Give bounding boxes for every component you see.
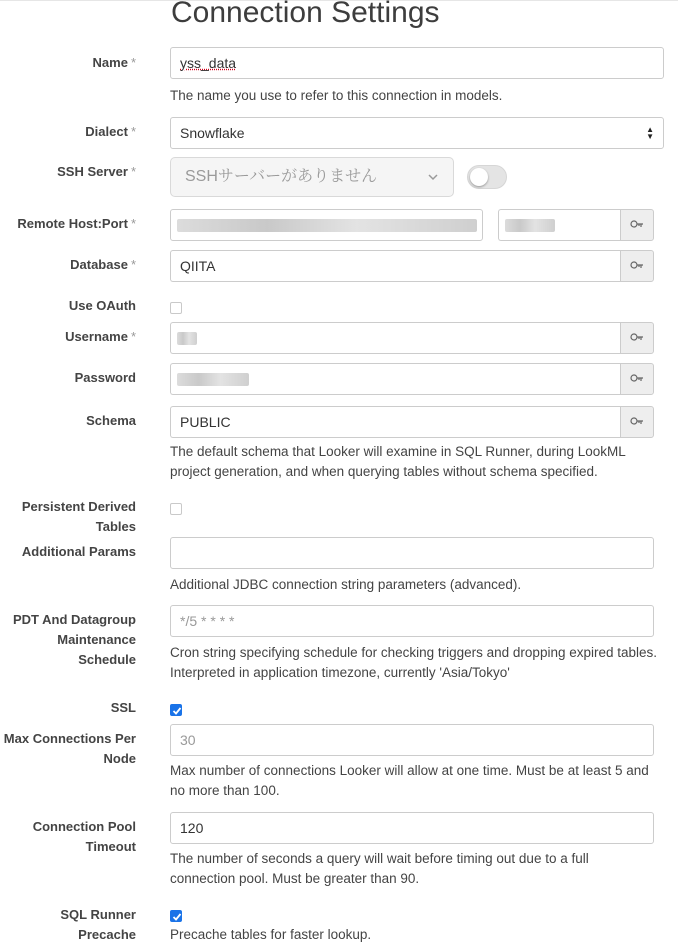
page-title: Connection Settings [171, 0, 440, 29]
use-oauth-checkbox[interactable] [170, 302, 182, 314]
checkmark-icon [172, 912, 182, 922]
additional-params-help: Additional JDBC connection string parameters (advanced). [170, 577, 522, 592]
name-help: The name you use to refer to this connection in models. [170, 88, 503, 103]
username-key-button[interactable] [620, 322, 654, 354]
redacted-password [177, 373, 249, 386]
dialect-label: Dialect * [85, 124, 136, 139]
name-input[interactable]: yss_data [170, 47, 664, 79]
remote-host-key-button[interactable] [620, 209, 654, 241]
password-label: Password [74, 370, 136, 385]
username-group [170, 322, 654, 354]
database-label: Database * [70, 257, 136, 272]
remote-port-group [498, 209, 654, 241]
ssl-label: SSL [110, 700, 136, 715]
key-icon [630, 415, 644, 429]
username-input[interactable] [170, 322, 620, 354]
pdt-schedule-help: Cron string specifying schedule for checking triggers and dropping expired tables. Interpreted in application timezone, currently 'Asia/Tokyo' [170, 645, 658, 680]
key-icon [630, 259, 644, 273]
pool-timeout-help: The number of seconds a query will wait before timing out due to a full connection pool. Must be greater than 90. [170, 851, 589, 886]
ssh-server-label: SSH Server * [57, 164, 136, 179]
sql-runner-precache-help: Precache tables for faster lookup. [170, 927, 372, 942]
remote-host-label: Remote Host:Port * [17, 216, 136, 231]
pdt-checkbox[interactable] [170, 503, 182, 515]
max-connections-input[interactable]: 30 [170, 724, 654, 756]
database-key-button[interactable] [620, 250, 654, 282]
pdt-schedule-input[interactable]: */5 * * * * [170, 605, 654, 637]
database-group [170, 250, 654, 282]
pdt-label: Persistent Derived Tables [21, 499, 136, 534]
sql-runner-precache-label: SQL Runner Precache [60, 907, 136, 942]
select-arrows-icon: ▲ ▼ [646, 125, 654, 141]
username-label: Username * [65, 329, 136, 344]
pdt-schedule-label: PDT And Datagroup Maintenance Schedule [12, 612, 136, 667]
database-input[interactable]: QIITA [170, 250, 620, 282]
remote-port-input[interactable] [498, 209, 620, 241]
schema-key-button[interactable] [620, 406, 654, 438]
name-label: Name * [92, 55, 136, 70]
checkmark-icon [172, 706, 182, 716]
ssl-checkbox[interactable] [170, 704, 182, 716]
remote-host-input[interactable] [170, 209, 483, 241]
pool-timeout-label: Connection Pool Timeout [32, 819, 136, 854]
additional-params-input[interactable] [170, 537, 654, 569]
chevron-down-icon [427, 171, 439, 183]
schema-group [170, 406, 654, 438]
key-icon [630, 372, 644, 386]
key-icon [630, 331, 644, 345]
remote-host-group [170, 209, 483, 241]
schema-label: Schema [86, 413, 136, 428]
pool-timeout-input[interactable]: 120 [170, 812, 654, 844]
additional-params-label: Additional Params [21, 544, 136, 559]
password-group [170, 363, 654, 395]
schema-input[interactable]: PUBLIC [170, 406, 620, 438]
ssh-server-toggle[interactable] [467, 165, 507, 189]
redacted-host [177, 219, 477, 232]
password-input[interactable] [170, 363, 620, 395]
dialect-select[interactable]: Snowflake ▲ ▼ [170, 117, 664, 149]
redacted-username [177, 332, 197, 345]
ssh-server-select[interactable]: SSHサーバーがありません [170, 157, 454, 197]
redacted-port [505, 219, 555, 232]
max-connections-label: Max Connections Per Node [3, 731, 136, 766]
password-key-button[interactable] [620, 363, 654, 395]
use-oauth-label: Use OAuth [68, 298, 136, 313]
schema-help: The default schema that Looker will examine in SQL Runner, during LookML project generation, and when querying tables without schema specified. [170, 444, 626, 479]
key-icon [630, 218, 644, 232]
max-connections-help: Max number of connections Looker will allow at one time. Must be at least 5 and no more than 100. [170, 763, 649, 798]
sql-runner-precache-checkbox[interactable] [170, 910, 182, 922]
